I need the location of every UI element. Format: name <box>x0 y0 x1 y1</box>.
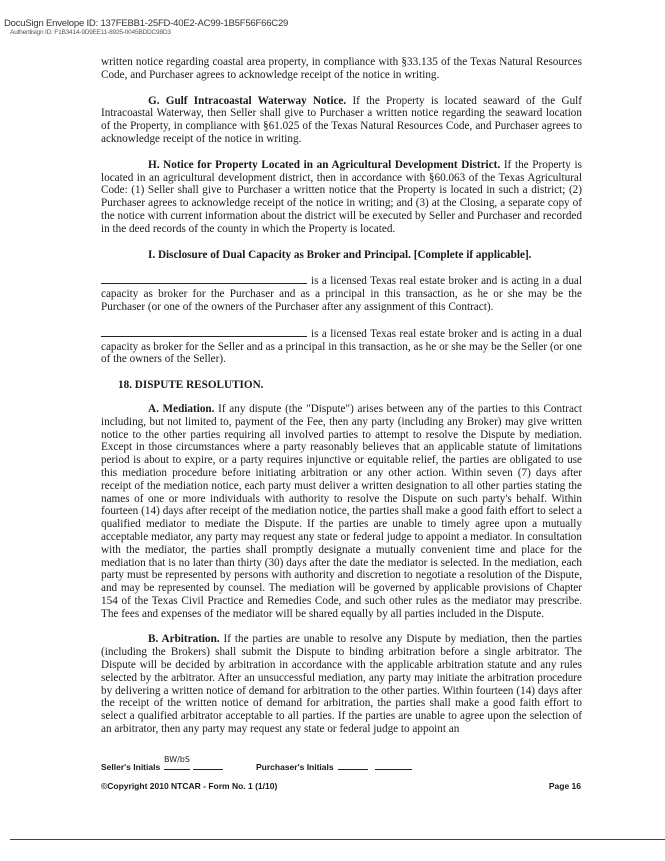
section-b-heading: B. Arbitration. <box>148 633 220 646</box>
copyright-notice: ©Copyright 2010 NTCAR - Form No. 1 (1/10) <box>101 781 278 791</box>
paragraph-coastal-continued: written notice regarding coastal area property, in compliance with §33.135 of the Texas Natural Resources Code, and Purchaser agrees to acknowledge receipt of the notice in writing. <box>101 56 582 81</box>
initials-row <box>101 757 581 777</box>
dual-capacity-purchaser <box>101 274 582 313</box>
section-b-arbitration <box>101 633 582 735</box>
page-footer <box>101 781 581 791</box>
section-18-heading: 18. DISPUTE RESOLUTION. <box>118 379 264 392</box>
dual-capacity-purchaser-text: is a licensed Texas real estate broker and is acting in a dual capacity as broker for the Purchaser and as a principal in this transaction, as he or she may be the Purchaser (or one of the owners of the Purchaser after any assignment of this Contract). <box>101 275 582 313</box>
section-h-text: If the Property is located in an agricultural development district, then in accordance with §60.063 of the Texas Agricultural Code: (1) Seller shall give to Purchaser a written notice that the Property is located in such a district; (2) Purchaser agrees to acknowledge receipt of the notice in writing; and (3) at the Closing, a separate copy of the notice with current information about the district will be executed by Seller and Purchaser and recorded in the deed records of the county in which the Property is located. <box>101 158 582 235</box>
seller-initials-value: BW/bS <box>164 755 190 764</box>
dual-capacity-seller-text: is a licensed Texas real estate broker and is acting in a dual capacity as broker for the Seller and as a principal in this transaction, as he or she may be the Seller (or one of the owners of the Seller). <box>101 327 582 366</box>
authentisign-id: Authentisign ID: F1B3414-9D9EE11-8925-0045BDDC98D3 <box>10 29 171 36</box>
section-g-heading: G. Gulf Intracoastal Waterway Notice. <box>148 94 347 107</box>
section-h <box>101 159 582 236</box>
contract-page <box>101 56 582 736</box>
page-bottom-rule <box>10 839 665 840</box>
purchaser-initials-label: Purchaser's Initials <box>256 762 334 772</box>
section-i-heading: I. Disclosure of Dual Capacity as Broker and Principal. [Complete if applicable]. <box>148 248 532 261</box>
purchaser-initials-box-1[interactable] <box>338 759 368 770</box>
section-g-text: If the Property is located seaward of the Gulf Intracoastal Waterway, then Seller shall give to Purchaser a written notice regarding the seaward location of the Property, in compliance with §61.025 of the Texas Natural Resources Code, and Purchaser agrees to acknowledge receipt of the notice in writing. <box>101 94 583 145</box>
section-a-mediation <box>101 403 582 621</box>
section-h-heading: H. Notice for Property Located in an Agricultural Development District. <box>148 158 501 171</box>
purchaser-initials-box-2[interactable] <box>375 759 412 770</box>
dual-capacity-seller <box>101 327 582 366</box>
envelope-id: DocuSign Envelope ID: 137FEBB1-25FD-40E2-AC99-1B5F56F66C29 <box>4 18 289 29</box>
seller-initials-box-2[interactable] <box>193 759 223 770</box>
broker-name-blank-seller[interactable] <box>101 327 307 337</box>
section-a-text: If any dispute (the "Dispute") arises between any of the parties to this Contract including, but not limited to, payment of the Fee, then any party (including any Broker) may give written notice to the other parties requiring all involved parties to attempt to resolve the Dispute by mediation. Except in those circumstances where a party reasonably believes that an applicable statute of limitations period is about to expire, or a party requires injunctive or equitable relief, the parties are obligated to use this mediation procedure before initiating arbitration or any other action. Within seven (7) days after receipt of the mediation notice, each party must deliver a written designation to all other parties stating the names of one or more individuals with authority to resolve the Dispute on such party's behalf. Within fourteen (14) days after receipt of the mediation notice, the parties shall make a good faith effort to select a qualified mediator to mediate the Dispute. If the parties are unable to timely agree upon a mutually acceptable mediator, any party may request any state or federal judge to appoint a mediator. In consultation with the mediator, the parties shall promptly designate a mutually convenient time and place for the mediation that is no later than thirty (30) days after the date the mediator is selected. In the mediation, each party must be represented by persons with authority and discretion to negotiate a resolution of the Dispute, and may be represented by counsel. The mediation will be governed by applicable provisions of Chapter 154 of the Texas Civil Practice and Remedies Code, and such other rules as the mediator may prescribe. The fees and expenses of the mediator will be shared equally by all parties included in the Dispute. <box>101 402 582 620</box>
section-b-text: If the parties are unable to resolve any Dispute by mediation, then the parties (including the Brokers) shall submit the Dispute to binding arbitration before a single arbitrator. The Dispute will be decided by arbitration in accordance with the applicable arbitration statute and any rules selected by the arbitrator. After an unsuccessful mediation, any party may initiate the arbitration procedure by delivering a written notice of demand for arbitration to the other parties. Within fourteen (14) days after the receipt of the written notice of demand for arbitration, the parties shall make a good faith effort to select a qualified arbitrator acceptable to all parties. If the parties are unable to agree upon the selection of an arbitrator, then any party may request any state or federal judge to appoint an <box>101 633 582 736</box>
section-g <box>101 95 582 146</box>
seller-initials-label: Seller's Initials <box>101 762 161 772</box>
docusign-header <box>4 19 288 36</box>
broker-name-blank-purchaser[interactable] <box>101 274 307 284</box>
section-a-heading: A. Mediation. <box>148 402 215 415</box>
page-number: Page 16 <box>548 781 581 791</box>
